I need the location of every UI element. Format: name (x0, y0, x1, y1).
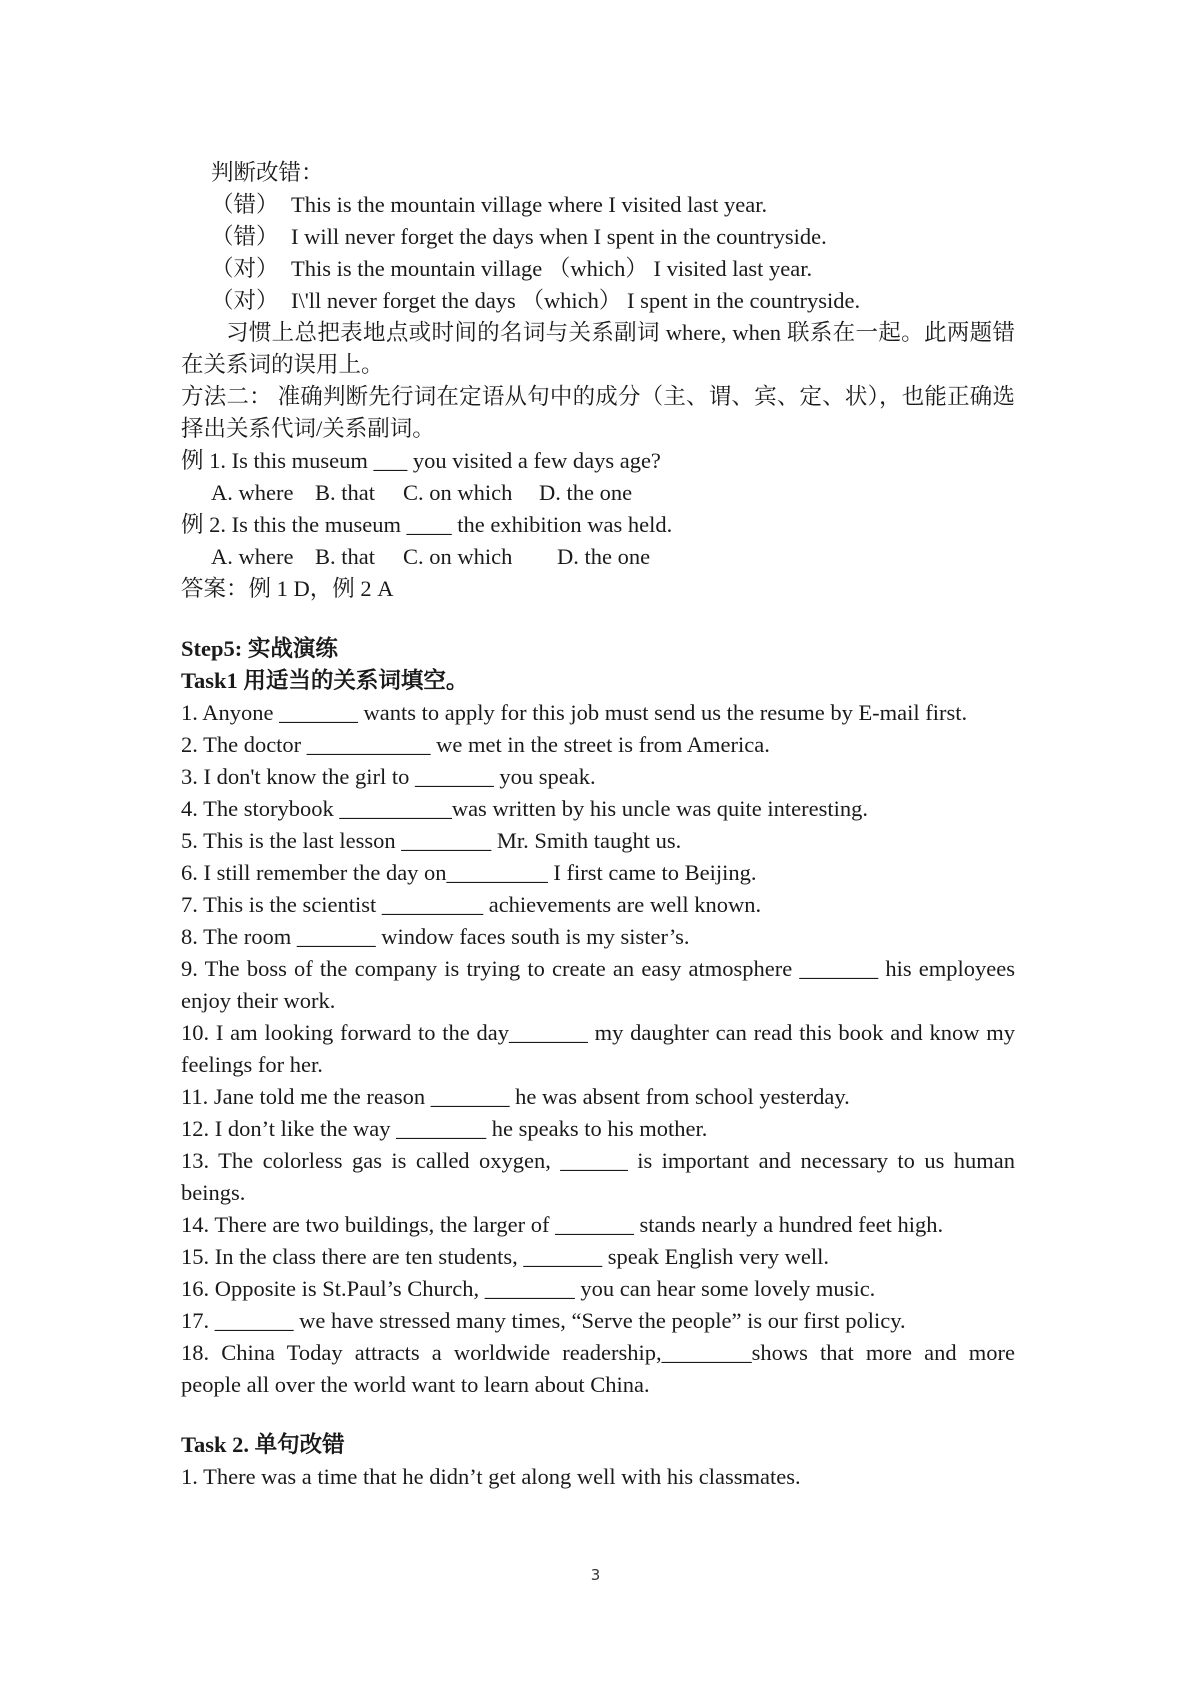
list-item: 17. _______ we have stressed many times, “Serve the people” is our first policy. (181, 1308, 906, 1333)
page-content (181, 157, 1015, 1493)
judge-item (181, 285, 1015, 317)
judge-note: 习惯上总把表地点或时间的名词与关系副词 where, when 联系在一起。此两题错在关系词的误用上。 (181, 320, 1015, 377)
judge-item (181, 253, 1015, 285)
judge-heading: 判断改错： (211, 160, 324, 185)
list-item: 12. I don’t like the way ________ he speaks to his mother. (181, 1116, 708, 1141)
example-options (181, 541, 1015, 573)
list-item: 18. China Today attracts a worldwide readership,________shows that more and more people all over the world want to learn about China. (181, 1340, 1015, 1397)
page-number: 3 (590, 1566, 601, 1584)
list-item: 1. Anyone _______ wants to apply for this job must send us the resume by E-mail first. (181, 700, 968, 725)
option: A. where (211, 544, 294, 569)
list-item: 3. I don't know the girl to _______ you speak. (181, 764, 596, 789)
task2-heading: Task 2. 单句改错 (181, 1432, 345, 1457)
option: B. that (315, 544, 375, 569)
list-item: 11. Jane told me the reason _______ he was absent from school yesterday. (181, 1084, 850, 1109)
list-item: 13. The colorless gas is called oxygen, ______ is important and necessary to us human beings. (181, 1148, 1015, 1205)
judge-sentence: This is the mountain village （which） I visited last year. (291, 256, 813, 281)
option: B. that (315, 480, 375, 505)
task1-list (181, 697, 1015, 1401)
list-item: 1. There was a time that he didn’t get along well with his classmates. (181, 1464, 801, 1489)
method-two: 方法二： 准确判断先行词在定语从句中的成分（主、谓、宾、定、状），也能正确选择出关系代词/关系副词。 (181, 384, 1015, 441)
list-item: 8. The room _______ window faces south is my sister’s. (181, 924, 690, 949)
list-item: 14. There are two buildings, the larger of _______ stands nearly a hundred feet high. (181, 1212, 944, 1237)
judge-mark: （错） (211, 224, 279, 249)
list-item: 4. The storybook __________was written by his uncle was quite interesting. (181, 796, 868, 821)
option: C. on which (403, 544, 513, 569)
list-item: 6. I still remember the day on_________ I first came to Beijing. (181, 860, 757, 885)
example-options (181, 477, 1015, 509)
list-item: 9. The boss of the company is trying to create an easy atmosphere _______ his employees enjoy their work. (181, 956, 1015, 1013)
option: A. where (211, 480, 294, 505)
option: D. the one (557, 544, 651, 569)
judge-item (181, 189, 1015, 221)
list-item: 15. In the class there are ten students, _______ speak English very well. (181, 1244, 829, 1269)
list-item: 10. I am looking forward to the day_______ my daughter can read this book and know my feelings for her. (181, 1020, 1015, 1077)
option: D. the one (539, 480, 633, 505)
task1-heading: Task1 用适当的关系词填空。 (181, 668, 469, 693)
option: C. on which (403, 480, 513, 505)
spacer (181, 605, 1015, 633)
answer-line: 答案：例 1 D，例 2 A (181, 576, 394, 601)
step5-heading: Step5: 实战演练 (181, 636, 338, 661)
judge-list (181, 189, 1015, 317)
task2-list (181, 1461, 1015, 1493)
spacer (181, 1401, 1015, 1429)
judge-mark: （对） (211, 256, 279, 281)
judge-sentence: I will never forget the days when I spent in the countryside. (291, 224, 827, 249)
list-item: 7. This is the scientist _________ achievements are well known. (181, 892, 762, 917)
judge-mark: （错） (211, 192, 279, 217)
list-item: 16. Opposite is St.Paul’s Church, ________ you can hear some lovely music. (181, 1276, 876, 1301)
judge-sentence: I\'ll never forget the days （which） I spent in the countryside. (291, 288, 861, 313)
judge-sentence: This is the mountain village where I visited last year. (291, 192, 768, 217)
judge-item (181, 221, 1015, 253)
list-item: 5. This is the last lesson ________ Mr. Smith taught us. (181, 828, 682, 853)
judge-mark: （对） (211, 288, 279, 313)
example-question: 例 1. Is this museum ___ you visited a few days age? (181, 448, 661, 473)
list-item: 2. The doctor ___________ we met in the street is from America. (181, 732, 770, 757)
example-question: 例 2. Is this the museum ____ the exhibition was held. (181, 512, 673, 537)
